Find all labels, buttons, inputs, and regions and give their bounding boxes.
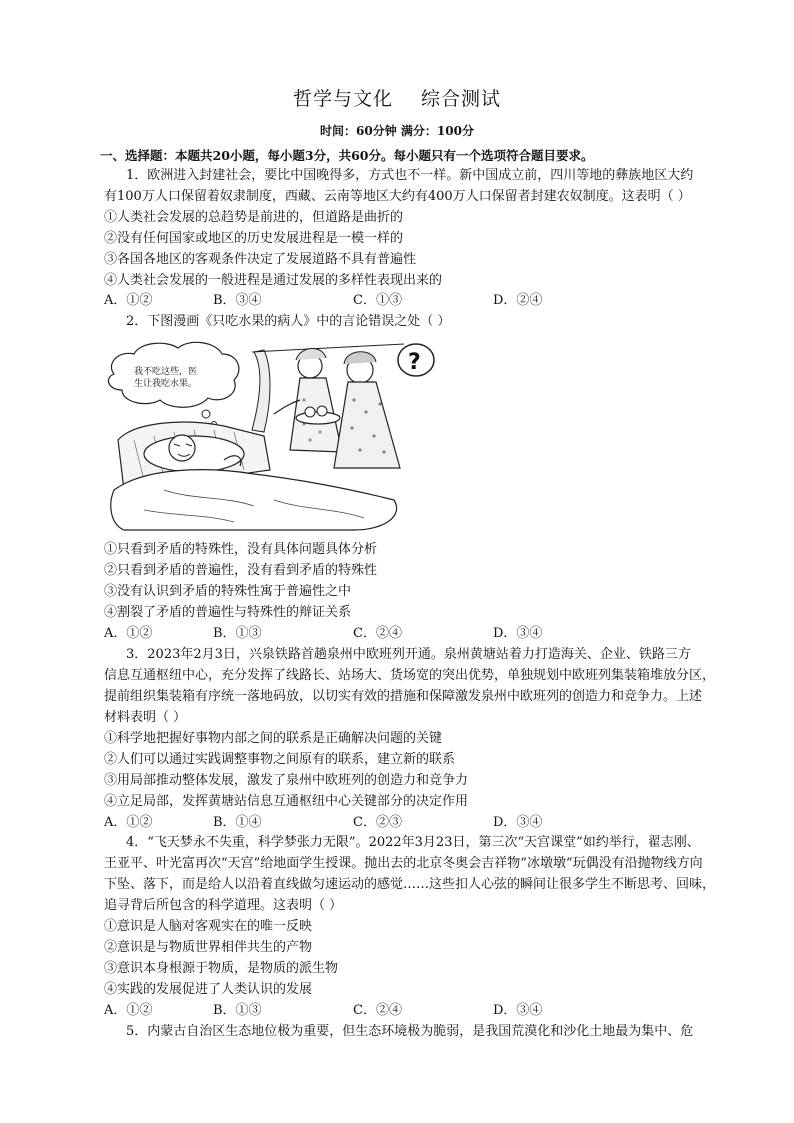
q4-item-1: ①意识是人脑对客观实在的唯一反映: [104, 919, 313, 934]
q4-option-b[interactable]: B．①③: [213, 1003, 262, 1018]
blanket: [111, 470, 397, 530]
visitor-woman: [274, 348, 342, 452]
q4-stem-line-3: 下坠、落下，而是给人以沿着直线做匀速运动的感觉……这些扣人心弦的瞬间让很多学生不断思考、回味，: [104, 877, 716, 892]
question-mark-bubble: [398, 344, 434, 376]
q2-item-1: ①只看到矛盾的特殊性，没有具体问题具体分析: [104, 542, 378, 557]
q2-stem: 2．下图漫画《只吃水果的病人》中的言论错误之处（ ）: [126, 314, 451, 329]
q1-option-c[interactable]: C．①③: [353, 293, 402, 308]
question-mark: ?: [408, 350, 421, 375]
q4-option-c[interactable]: C．②④: [353, 1003, 402, 1018]
q4-stem-line-1: 4．“飞天梦永不失重，科学梦张力无限”。2022年3月23日，第三次“天宫课堂”如约举行，翟志刚、: [126, 835, 700, 850]
q1-option-d[interactable]: D．②④: [493, 293, 543, 308]
q2-options: [104, 625, 564, 643]
visitor-man: [334, 352, 400, 468]
q4-item-3: ③意识本身根源于物质，是物质的派生物: [104, 961, 339, 976]
q1-item-1: ①人类社会发展的总趋势是前进的，但道路是曲折的: [104, 210, 404, 225]
cartoon-illustration: [104, 340, 440, 532]
q1-stem-line-1: 1．欧洲进入封建社会，要比中国晚得多，方式也不一样。新中国成立前，四川等地的彝族地区大约: [126, 168, 694, 183]
q2-option-a[interactable]: A．①②: [104, 626, 153, 641]
q1-options: [104, 292, 564, 310]
q3-option-c[interactable]: C．②③: [353, 815, 402, 830]
q4-options: [104, 1002, 564, 1020]
q4-item-2: ②意识是与物质世界相伴共生的产物: [104, 940, 313, 955]
title-left: 哲学与文化: [292, 88, 393, 110]
q4-option-a[interactable]: A．①②: [104, 1003, 153, 1018]
q3-option-b[interactable]: B．①④: [213, 815, 262, 830]
q2-option-c[interactable]: C．②④: [353, 626, 402, 641]
q1-option-b[interactable]: B．③④: [213, 293, 262, 308]
q3-options: [104, 814, 564, 832]
bubble-line-1: 我不吃这些，医: [134, 367, 198, 377]
q3-item-3: ③用局部推动整体发展，激发了泉州中欧班列的创造力和竞争力: [104, 773, 469, 788]
q3-option-d[interactable]: D．③④: [493, 815, 543, 830]
q1-option-a[interactable]: A．①②: [104, 293, 153, 308]
q2-item-2: ②只看到矛盾的普遍性，没有看到矛盾的特殊性: [104, 563, 378, 578]
section-heading: 一、选择题：本题共20小题，每小题3分，共60分。每小题只有一个选项符合题目要求。: [100, 148, 594, 163]
q4-stem-line-2: 王亚平、叶光富再次“天宫”给地面学生授课。抛出去的北京冬奥会吉祥物“冰墩墩”玩偶没有沿抛物线方向: [104, 856, 703, 871]
title-right: 综合测试: [421, 88, 502, 110]
q4-option-d[interactable]: D．③④: [493, 1003, 543, 1018]
q2-option-d[interactable]: D．③④: [493, 626, 543, 641]
q1-item-4: ④人类社会发展的一般进程是通过发展的多样性表现出来的: [104, 273, 443, 288]
q1-stem-line-2: 有100万人口保留着奴隶制度，西藏、云南等地区大约有400万人口保留者封建农奴制度。这表明（ ）: [104, 189, 691, 204]
q1-item-2: ②没有任何国家或地区的历史发展进程是一模一样的: [104, 231, 404, 246]
bubble-line-2: 生让我吃水果。: [134, 379, 198, 389]
q2-option-b[interactable]: B．①③: [213, 626, 262, 641]
curtain-shape: [252, 350, 270, 432]
q3-stem-line-3: 提前组织集装箱有序统一落地码放，以切实有效的措施和保障激发泉州中欧班列的创造力和竞争力。上述: [104, 689, 703, 704]
q2-item-4: ④割裂了矛盾的普遍性与特殊性的辩证关系: [104, 605, 352, 620]
page-title: [0, 84, 794, 111]
q2-item-3: ③没有认识到矛盾的特殊性寓于普遍性之中: [104, 584, 352, 599]
q3-item-4: ④立足局部，发挥黄塘站信息互通枢纽中心关键部分的决定作用: [104, 794, 469, 809]
q3-option-a[interactable]: A．①②: [104, 815, 153, 830]
speech-bubble: [108, 342, 238, 426]
q1-item-3: ③各国各地区的客观条件决定了发展道路不具有普遍性: [104, 252, 417, 267]
q3-stem-line-4: 材料表明（ ）: [104, 710, 187, 725]
q3-stem-line-2: 信息互通枢纽中心，充分发挥了线路长、站场大、货场宽的突出优势，单独规划中欧班列集装箱堆放分区，: [104, 668, 716, 683]
patient-head: [169, 435, 195, 461]
q5-stem-line-1: 5．内蒙古自治区生态地位极为重要，但生态环境极为脆弱，是我国荒漠化和沙化土地最为集中、危: [126, 1024, 694, 1039]
q3-stem-line-1: 3．2023年2月3日，兴泉铁路首趟泉州中欧班列开通。泉州黄塘站着力打造海关、企业、铁路三方: [126, 647, 691, 662]
q3-item-1: ①科学地把握好事物内部之间的联系是正确解决问题的关键: [104, 731, 443, 746]
q4-stem-line-4: 追寻背后所包含的科学道理。这表明（ ）: [104, 898, 343, 913]
q3-item-2: ②人们可以通过实践调整事物之间原有的联系，建立新的联系: [104, 752, 456, 767]
q4-item-4: ④实践的发展促进了人类认识的发展: [104, 982, 313, 997]
exam-meta: 时间：60分钟 满分：100分: [320, 124, 474, 138]
